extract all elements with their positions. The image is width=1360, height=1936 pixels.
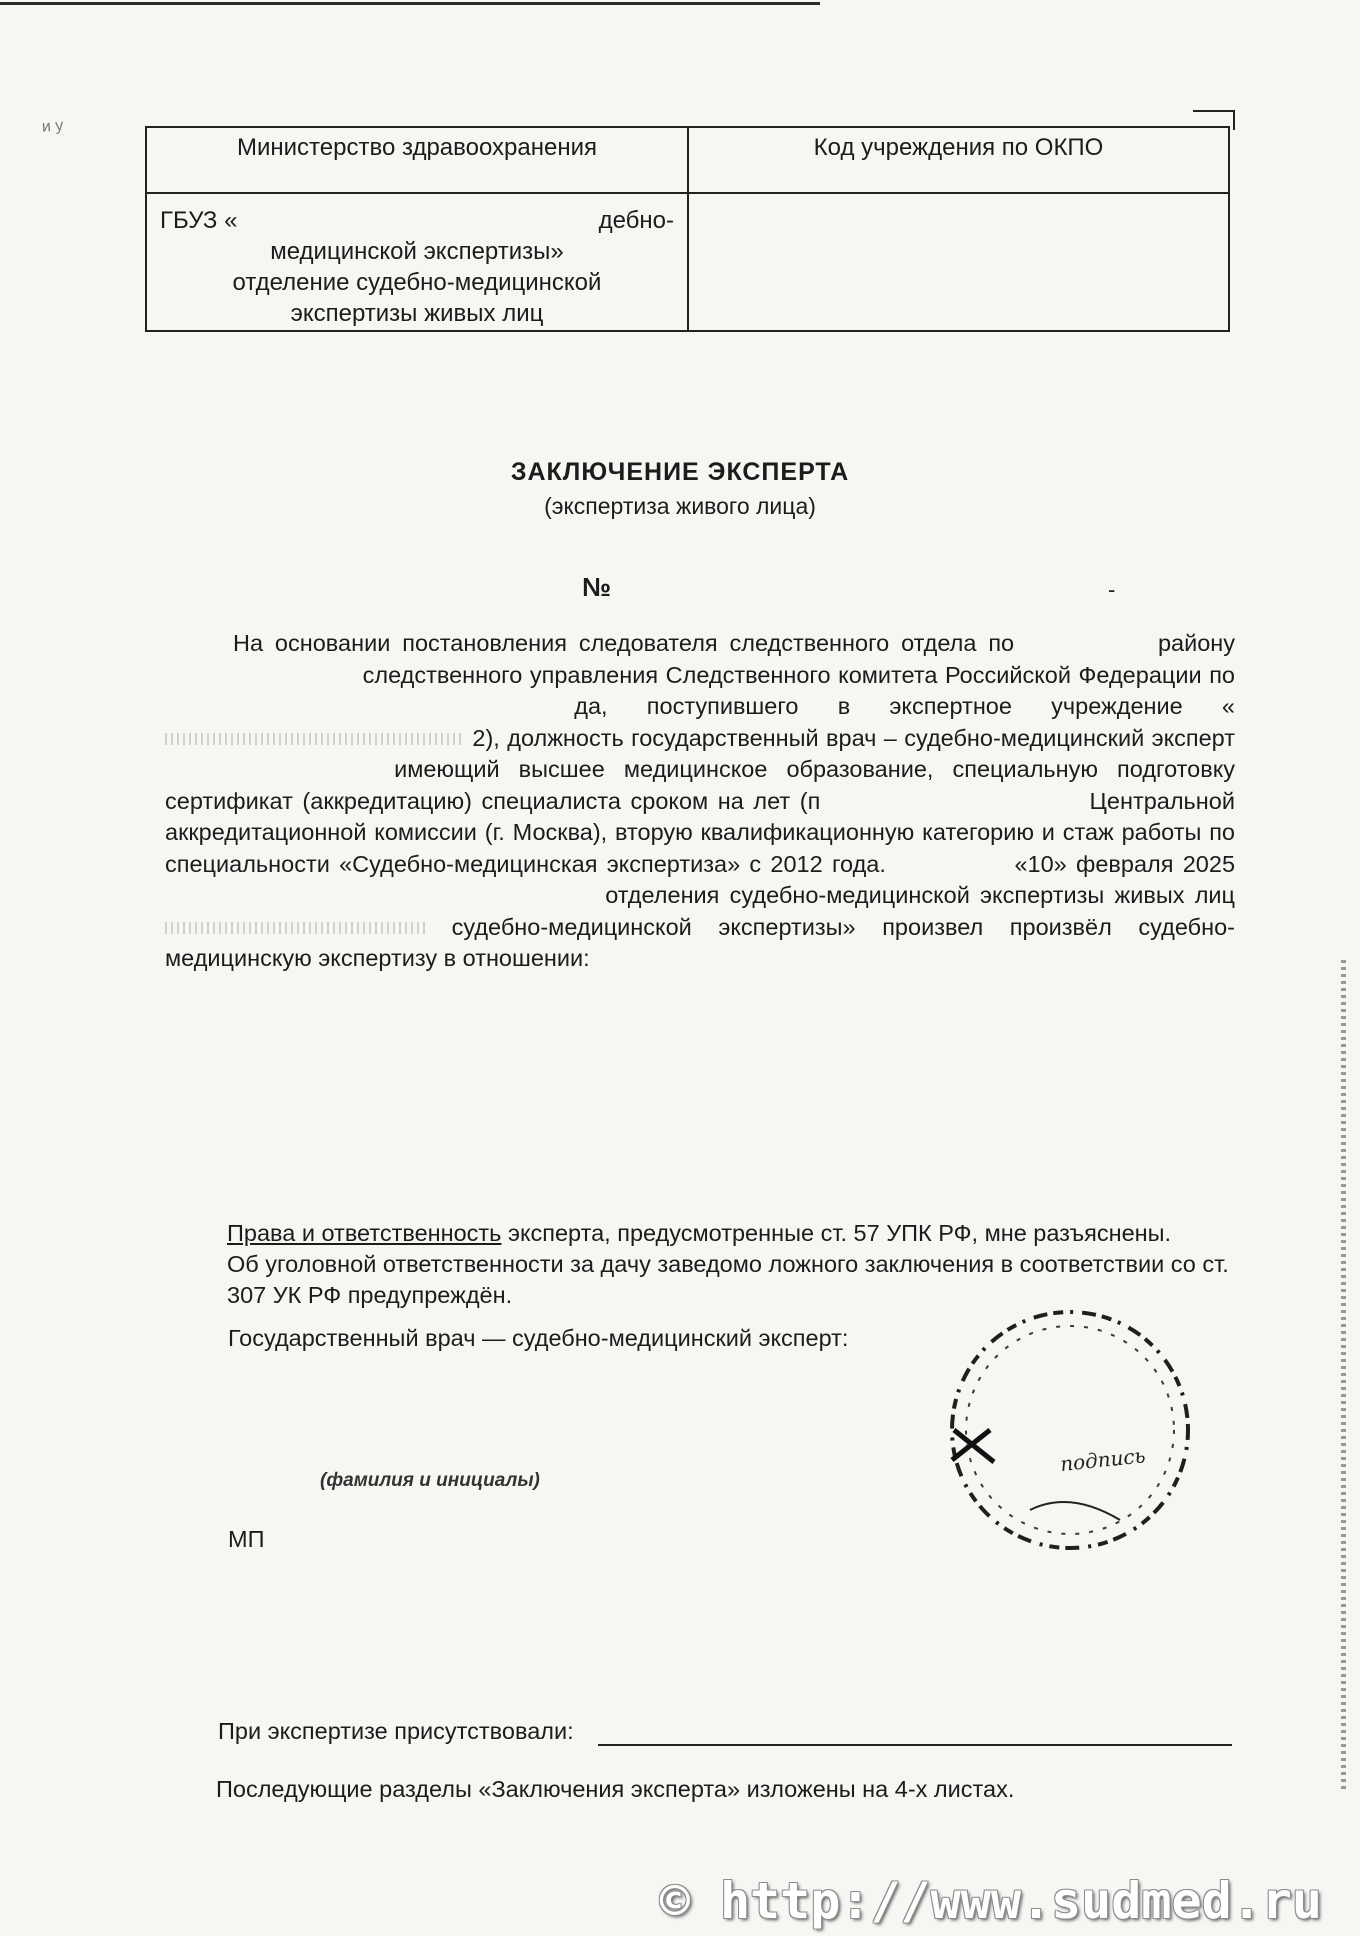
org-line-3: отделение судебно-медицинской	[232, 269, 602, 296]
document-subtitle: (экспертиза живого лица)	[544, 493, 816, 519]
org-line-4: экспертизы живых лиц	[290, 300, 544, 327]
organization-name	[148, 195, 686, 329]
rights-heading: Права и ответственность	[227, 1220, 502, 1246]
body-text-4: 2), должность государственный врач – судебно-медицинский эксперт	[472, 724, 1236, 751]
body-text-8: «10» февраля 2025	[1014, 850, 1236, 877]
body-paragraph	[165, 628, 1235, 975]
scan-edge-line	[0, 2, 820, 5]
fio-label: (фамилия и инициалы)	[320, 1470, 540, 1491]
stamp-signature	[930, 1290, 1210, 1570]
watermark: © http://www.sudmed.ru	[659, 1872, 1322, 1930]
body-text-1: На основании постановления следователя следственного отдела по	[233, 630, 1015, 656]
scan-right-edge	[1341, 960, 1346, 1790]
attendees-line	[598, 1744, 1232, 1746]
body-text-1-end: району	[1157, 630, 1236, 656]
following-sections-note: Последующие разделы «Заключения эксперта» изложены на 4-х листах.	[216, 1776, 1015, 1802]
body-text-7: Центральной аккредитационной комиссии (г. Москва), вторую квалификационную категорию и стаж работы по специальности «Судебно-медицинская экспертиза» с 2012 года.	[165, 787, 1235, 877]
org-line-2: медицинской экспертизы»	[270, 238, 564, 265]
organization-cell	[146, 193, 688, 331]
attendees-label: При экспертизе присутствовали:	[218, 1718, 574, 1744]
body-text-2: следственного управления Следственного комитета Российской Федерации по	[362, 661, 1235, 688]
okpo-value-cell	[688, 193, 1229, 331]
header-table	[145, 126, 1230, 332]
body-text-6: лет (п	[753, 787, 821, 814]
rights-text: эксперта, предусмотренные ст. 57 УПК РФ, мне разъяснены.	[501, 1220, 1172, 1246]
document-number-label: №	[582, 572, 611, 602]
body-text-9: отделения судебно-медицинской экспертизы живых лиц	[605, 882, 1236, 908]
org-line-1-left: ГБУЗ «	[160, 207, 238, 234]
scan-mark: и у	[41, 117, 64, 136]
body-text-3: да, поступившего в экспертное учреждение «	[574, 693, 1235, 719]
ministry-name: Министерство здравоохранения	[237, 134, 597, 161]
body-text-5: имеющий высшее медицинское образование, специальную подготовку сертификат (аккредитацию) специалиста сроком на	[165, 756, 1236, 814]
document-title: ЗАКЛЮЧЕНИЕ ЭКСПЕРТА	[510, 458, 850, 486]
body-text-10: судебно-медицинской экспертизы» произвел произвёл судебно-медицинскую экспертизу в отношении:	[165, 913, 1235, 971]
org-line-1-right: дебно-	[598, 207, 674, 234]
seal-place-label: МП	[228, 1526, 265, 1552]
number-dash: -	[1108, 577, 1116, 602]
ministry-cell	[146, 127, 688, 193]
okpo-cell	[688, 127, 1229, 193]
stamp-text: подпись	[1059, 1443, 1147, 1477]
okpo-label: Код учреждения по ОКПО	[813, 134, 1104, 161]
signature-label: Государственный врач — судебно-медицинский эксперт:	[228, 1325, 849, 1351]
liability-text: Об уголовной ответственности за дачу заведомо ложного заключения в соответствии со ст. 307 УК РФ предупреждён.	[227, 1251, 1229, 1308]
